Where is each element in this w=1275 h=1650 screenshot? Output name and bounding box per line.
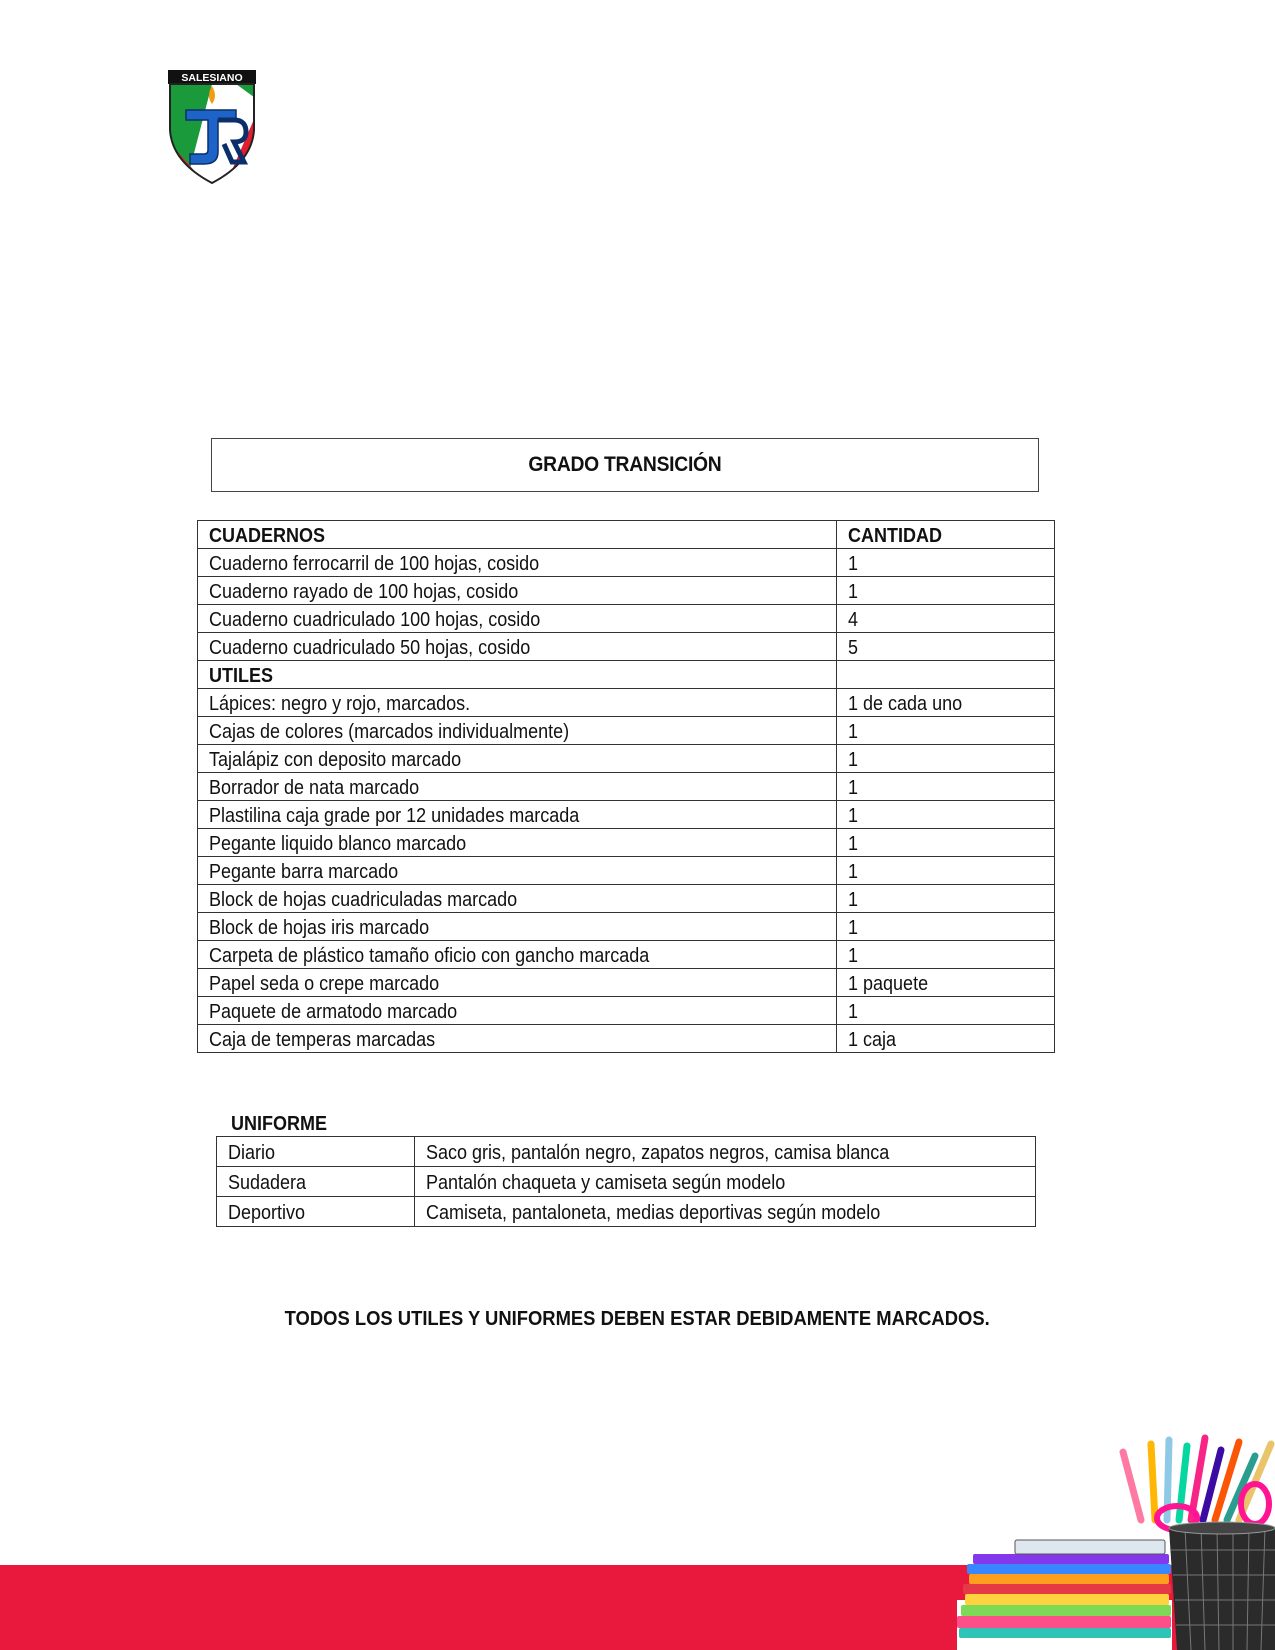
footer-note: TODOS LOS UTILES Y UNIFORMES DEBEN ESTAR DEBIDAMENTE MARCADOS.	[284, 1308, 991, 1330]
table-row: Cajas de colores (marcados individualmente) 1	[198, 717, 1055, 745]
table-row: Cuaderno cuadriculado 50 hojas, cosido 5	[198, 633, 1055, 661]
uniform-table	[216, 1136, 1036, 1227]
table-row: Block de hojas cuadriculadas marcado 1	[198, 885, 1055, 913]
table-row: Paquete de armatodo marcado 1	[198, 997, 1055, 1025]
table-row: Borrador de nata marcado 1	[198, 773, 1055, 801]
grade-title: GRADO TRANSICIÓN	[528, 453, 722, 476]
table-row: Diario Saco gris, pantalón negro, zapatos negros, camisa blanca	[217, 1137, 1036, 1167]
table-row: Pegante barra marcado 1	[198, 857, 1055, 885]
table-row: Carpeta de plástico tamaño oficio con gancho marcada 1	[198, 941, 1055, 969]
table-row: Deportivo Camiseta, pantaloneta, medias deportivas según modelo	[217, 1197, 1036, 1227]
table-row: Cuaderno ferrocarril de 100 hojas, cosido 1	[198, 549, 1055, 577]
school-logo	[166, 70, 258, 185]
school-supplies-illustration	[955, 1400, 1275, 1650]
column-header-item: CUADERNOS	[198, 521, 837, 549]
table-row: Plastilina caja grade por 12 unidades marcada 1	[198, 801, 1055, 829]
grade-title-box	[211, 438, 1039, 492]
table-row: Lápices: negro y rojo, marcados. 1 de cada uno	[198, 689, 1055, 717]
column-header-quantity: CANTIDAD	[837, 521, 1055, 549]
table-row: Cuaderno rayado de 100 hojas, cosido 1	[198, 577, 1055, 605]
supplies-header-row	[198, 521, 1055, 549]
uniform-heading: UNIFORME	[231, 1113, 328, 1135]
svg-text:SALESIANO: SALESIANO	[181, 72, 243, 84]
table-row: Tajalápiz con deposito marcado 1	[198, 745, 1055, 773]
utiles-section-label: UTILES	[198, 661, 837, 689]
utiles-section-row	[198, 661, 1055, 689]
table-row: Papel seda o crepe marcado 1 paquete	[198, 969, 1055, 997]
table-row: Sudadera Pantalón chaqueta y camiseta según modelo	[217, 1167, 1036, 1197]
table-row: Pegante liquido blanco marcado 1	[198, 829, 1055, 857]
table-row: Block de hojas iris marcado 1	[198, 913, 1055, 941]
supplies-table	[197, 520, 1055, 1053]
table-row: Cuaderno cuadriculado 100 hojas, cosido 4	[198, 605, 1055, 633]
table-row: Caja de temperas marcadas 1 caja	[198, 1025, 1055, 1053]
